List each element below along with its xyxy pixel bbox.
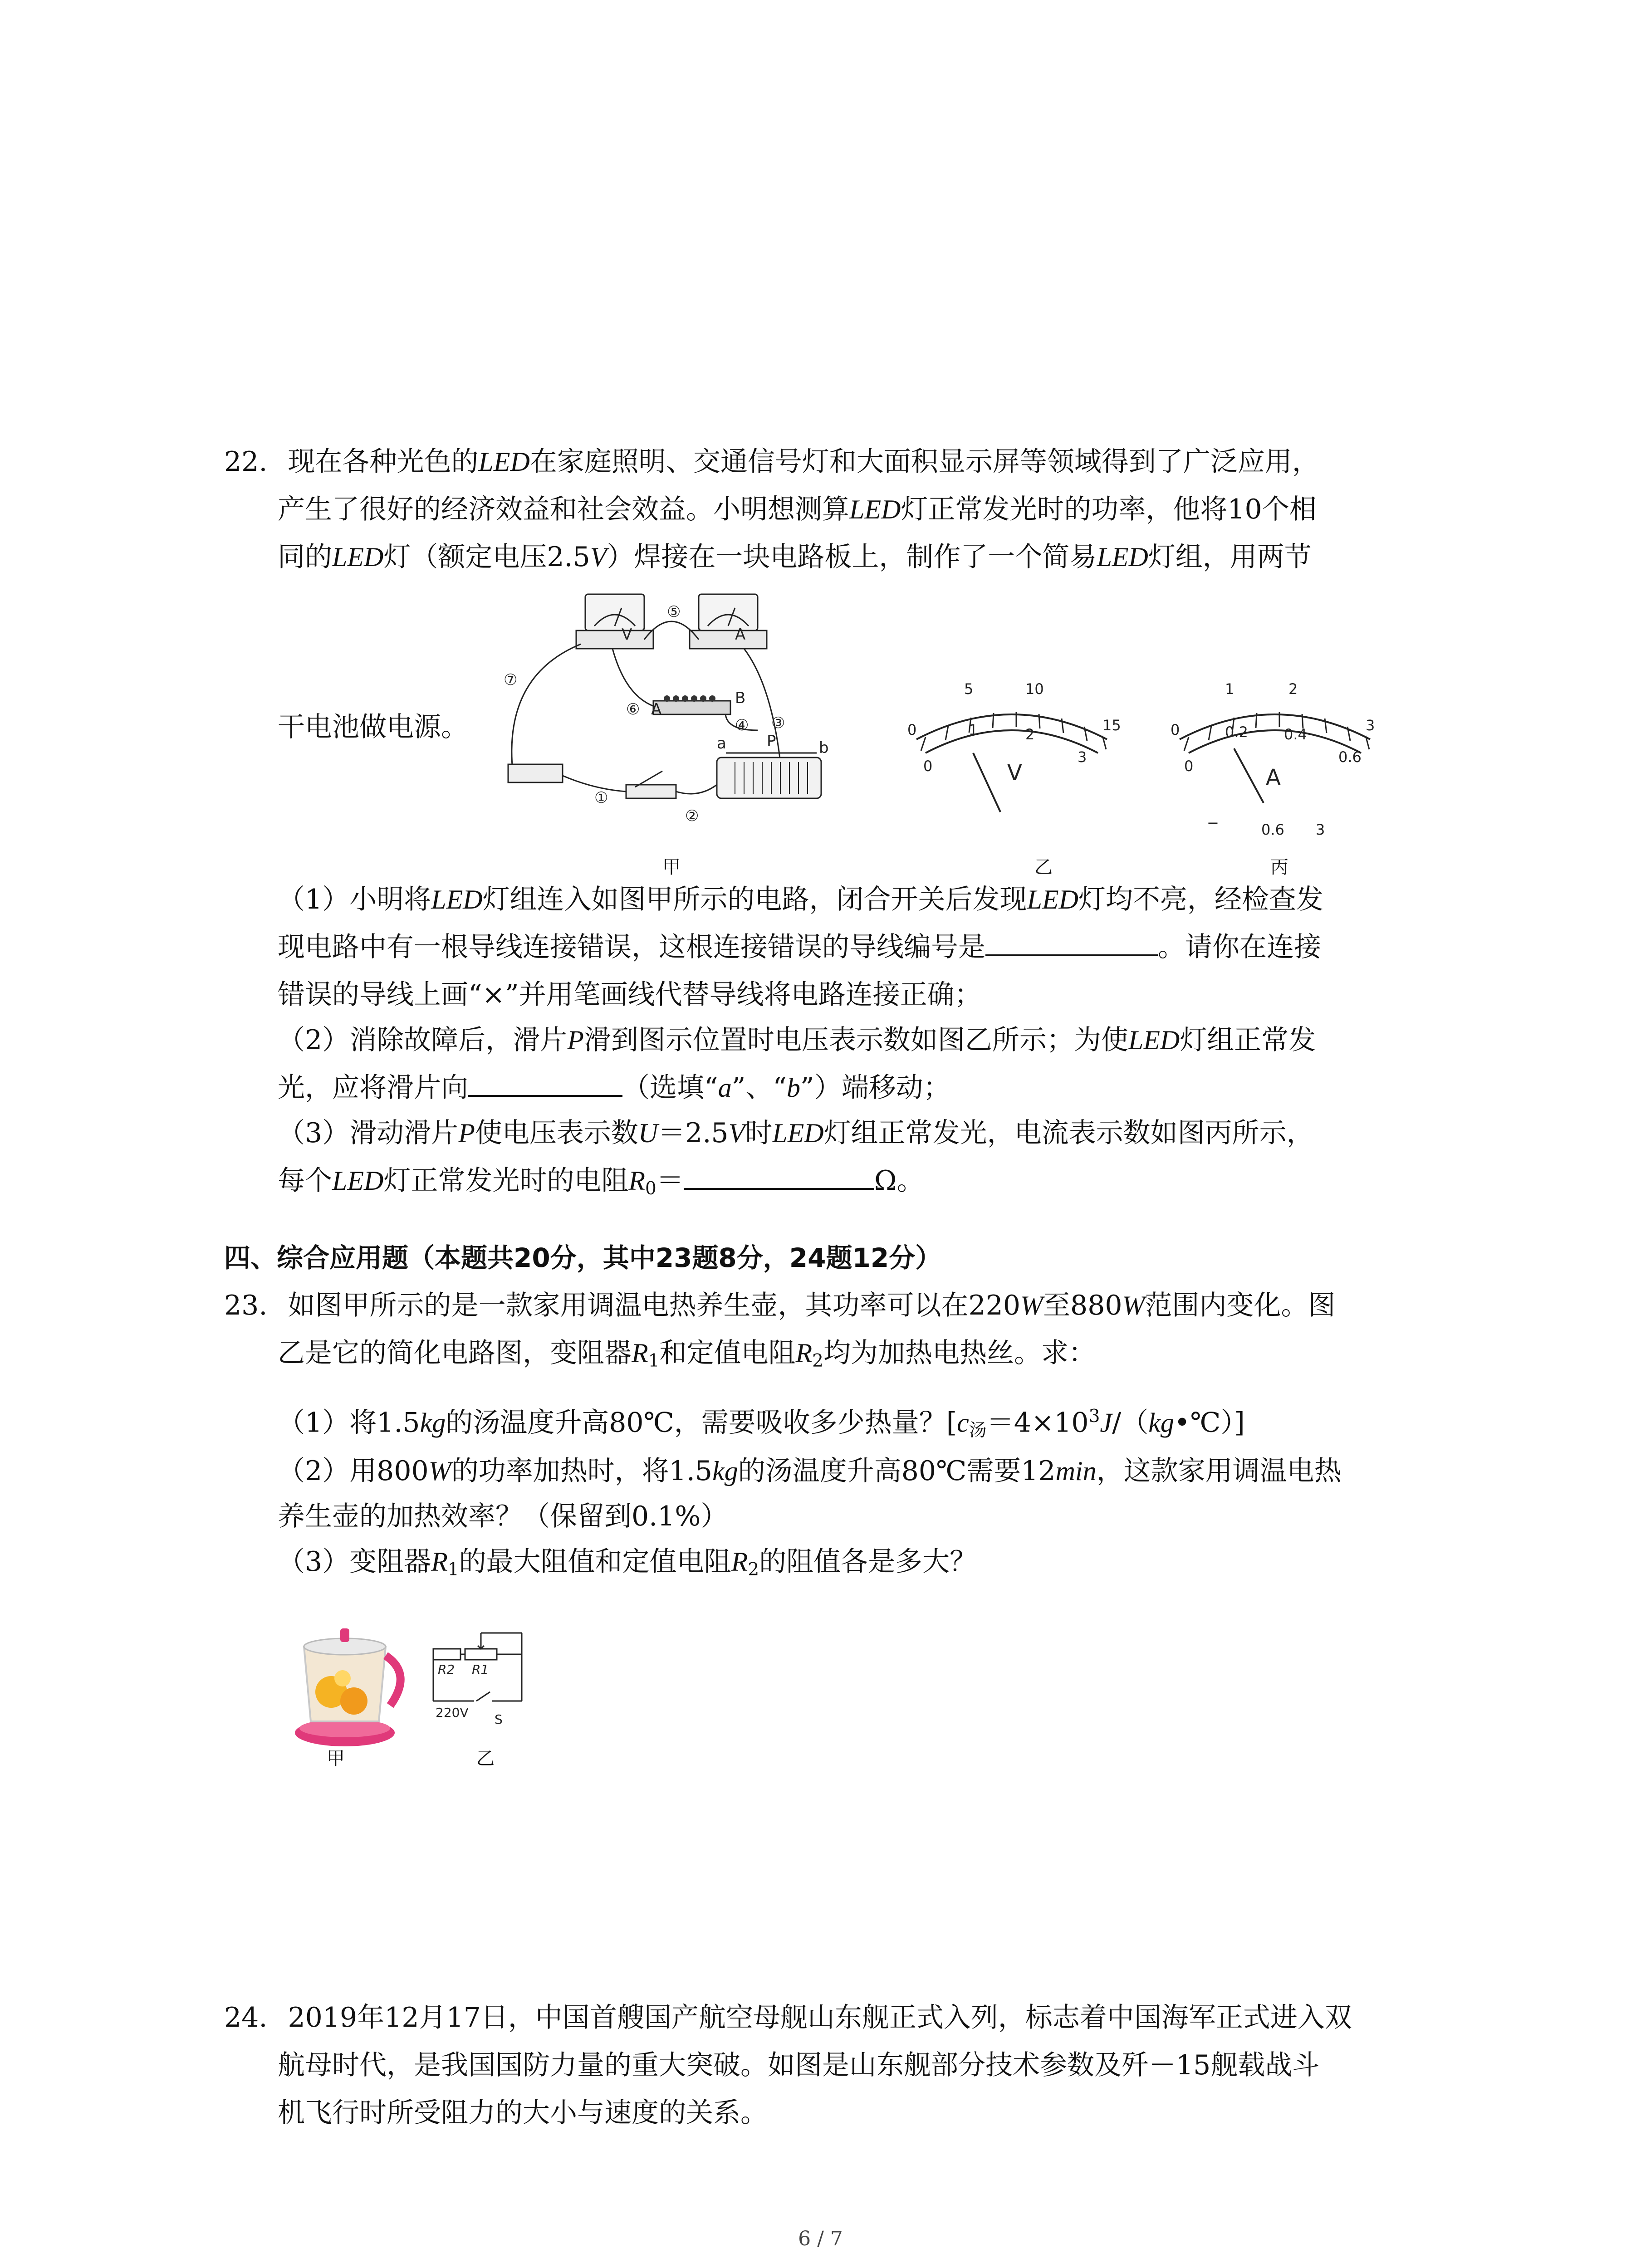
rheostat-label-b: b [819,739,829,757]
battery-holder [508,764,563,782]
a-top-0: 0 [1171,721,1180,738]
fig-caption-yi: 乙 [1034,857,1053,878]
q22-s3-line-1: （3）滑动滑片P使电压表示数U＝2.5V时LED灯组正常发光，电流表示数如图丙所示， [278,1117,1314,1149]
wire-6 [612,649,658,708]
terminal-3: 3 [1316,821,1325,838]
v-top-10: 10 [1025,680,1044,698]
wire-label-6: ⑥ [626,700,640,719]
q22-line-4: 干电池做电源。 [278,711,468,743]
q23-line-2: 乙是它的简化电路图，变阻器$R_1$和定值电阻$R_2$均为加热电热丝。求： [278,1337,1096,1371]
fig-caption-bing: 丙 [1270,857,1288,878]
v-bot-3: 3 [1078,748,1087,766]
wire-2 [676,785,717,794]
rheostat-label-P: P [767,732,776,750]
fig-caption-yi-23: 乙 [476,1748,495,1769]
q22-s3-line-2: 每个LED灯正常发光时的电阻$R_0= \Omega$。 [278,1165,924,1199]
a-bot-0: 0 [1184,758,1194,775]
question-number: 22. [224,446,268,478]
q23-s2-line-2: 养生壶的加热效率？（保留到0.1%） [278,1501,728,1532]
a-bot-02: 0.2 [1225,723,1248,741]
q24-line-3: 机飞行时所受阻力的大小与速度的关系。 [278,2097,768,2129]
q22-s1-line-3: 错误的导线上画“×”并用笔画线代替导线将电路连接正确； [278,979,982,1011]
label-R2: R2 [438,1662,455,1677]
wire-label-7: ⑦ [504,671,518,689]
terminal-neg: − [1207,814,1219,831]
wire-label-3: ③ [771,714,785,732]
ammeter-label: A [735,626,746,644]
q22-s2-line-1: （2）消除故障后，滑片P滑到图示位置时电压表示数如图乙所示；为使LED灯组正常发 [278,1024,1316,1056]
a-top-1: 1 [1225,680,1234,698]
q22-line-2: 产生了很好的经济效益和社会效益。小明想测算LED灯正常发光时的功率，他将10个相 [278,494,1317,525]
q22-s1-line-2: 现电路中有一根导线连接错误，这根连接错误的导线编号是 。请你在连接 [278,931,1321,963]
dial-arc [916,714,1107,739]
voltmeter-label: V [622,626,632,644]
q24-line-2: 航母时代，是我国国防力量的重大突破。如图是山东舰部分技术参数及歼－15舰载战斗 [278,2049,1320,2081]
v-top-5: 5 [964,680,974,698]
board-label-A: A [651,700,662,719]
fig-caption-jia: 甲 [662,857,681,878]
kettle-photo [281,1615,417,1751]
a-top-2: 2 [1288,680,1298,698]
q22-line-1: 22. 现在各种光色的LED在家庭照明、交通信号灯和大面积显示屏等领域得到了广泛应用， [224,446,1319,478]
ammeter-needle [1234,748,1264,803]
wire-label-5: ⑤ [667,603,681,621]
section-4-heading: 四、综合应用题（本题共20分，其中23题8分，24题12分） [224,1242,942,1273]
answer-blank-wire-number[interactable] [985,931,1158,956]
board-label-B: B [735,689,746,707]
a-top-3: 3 [1366,717,1375,734]
rheostat-label-a: a [717,734,726,753]
v-bot-0: 0 [923,758,933,775]
voltmeter-needle [973,753,1000,812]
ammeter-symbol: A [1266,765,1281,790]
label-R1: R1 [472,1662,489,1677]
page-number: 6 / 7 [798,2227,843,2250]
q23-line-1: 23. 如图甲所示的是一款家用调温电热养生壶，其功率可以在220W至880W范围内变化。图 [224,1290,1336,1321]
answer-blank-direction[interactable] [468,1071,622,1097]
switch [626,785,676,798]
v-bot-1: 1 [969,721,978,738]
voltmeter-dial-yi [889,667,1143,816]
v-bot-2: 2 [1025,726,1035,743]
question-number: 24. [224,2002,268,2033]
a-bot-06: 0.6 [1338,748,1362,766]
q23-s3: （3）变阻器$R_1$的最大阻值和定值电阻$R_2$的阻值各是多大？ [278,1546,977,1580]
a-bot-04: 0.4 [1284,726,1307,743]
answer-blank-resistance[interactable] [684,1164,874,1190]
label-S: S [495,1712,503,1727]
wire-7 [512,644,581,771]
dial-arc [1180,714,1370,739]
label-220V: 220V [436,1705,469,1720]
resistor-R1 [465,1649,497,1660]
v-top-0: 0 [907,721,917,738]
wire-label-4: ④ [735,716,749,734]
q22-s1-line-1: （1）小明将LED灯组连入如图甲所示的电路，闭合开关后发现LED灯均不亮，经检查发 [278,884,1323,915]
voltmeter-symbol: V [1007,760,1022,786]
ammeter-dial-bing [1152,667,1406,844]
v-top-15: 15 [1102,717,1121,734]
q23-s1: （1）将1.5kg的汤温度升高80℃，需要吸收多少热量？$[c_汤=4\times 10^3J/(kg•℃)]$ [278,1406,1245,1441]
question-number: 23. [224,1290,268,1321]
fig-caption-jia-23: 甲 [327,1748,345,1769]
terminal-06: 0.6 [1261,821,1284,838]
kettle-circuit [424,1624,538,1737]
wire-label-2: ② [685,807,699,825]
rheostat [717,758,821,798]
wire-label-1: ① [594,789,608,807]
switch-S [476,1692,490,1701]
q23-s2-line-1: （2）用800W的功率加热时，将1.5kg的汤温度升高80℃需要12min，这款家用调温电热 [278,1455,1342,1487]
resistor-R2 [433,1649,460,1660]
led-board [653,701,730,714]
circuit-figure-jia [490,585,898,839]
q22-s2-line-2: 光，应将滑片向 （选填“a”、“b”）端移动； [278,1072,950,1104]
q22-line-3: 同的LED灯（额定电压2.5V）焊接在一块电路板上，制作了一个简易LED灯组，用两节 [278,541,1312,573]
q24-line-1: 24. 2019年12月17日，中国首艘国产航空母舰山东舰正式入列，标志着中国海军正式进入双 [224,2002,1352,2033]
